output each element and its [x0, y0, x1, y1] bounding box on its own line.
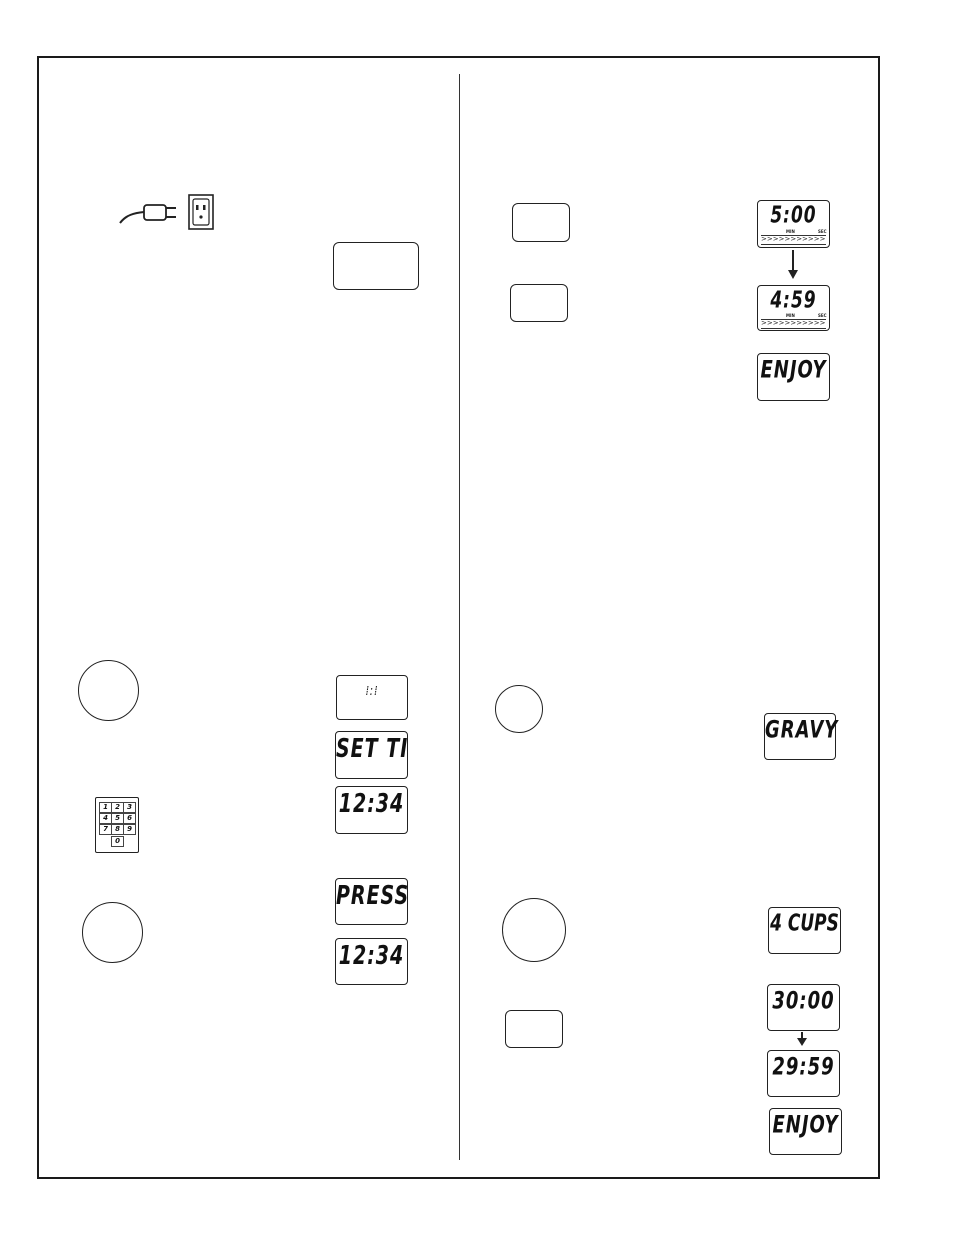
power-plug-icon: [118, 193, 218, 231]
auto-display-2: 4 CUPS: [768, 907, 841, 954]
keypad-key-7: 7: [99, 824, 112, 835]
auto-select-circle-button[interactable]: [502, 898, 566, 962]
progress-bar: >>>>>>>>>>>: [761, 235, 826, 243]
keypad-key-6: 6: [123, 813, 136, 824]
clock-display-1: ⁞:⁞: [336, 675, 408, 720]
clock-circle-button[interactable]: [78, 660, 139, 721]
timer-display-1: 5:00 MIN SEC >>>>>>>>>>>: [757, 200, 830, 248]
timer-display-2: 4:59 MIN SEC >>>>>>>>>>>: [757, 285, 830, 331]
clock-display-2: SET TI: [335, 731, 408, 779]
keypad-key-0: 0: [111, 836, 124, 847]
keypad-key-5: 5: [111, 813, 124, 824]
keypad-key-8: 8: [111, 824, 124, 835]
auto-display-5: ENJOY: [769, 1108, 842, 1155]
clock-display-4: PRESS: [335, 878, 408, 925]
auto-display-3: 30:00: [767, 984, 840, 1031]
keypad-key-1: 1: [99, 802, 112, 813]
timer-display-3: ENJOY: [757, 353, 830, 401]
auto-display-1: GRAVY: [764, 713, 836, 760]
start-button[interactable]: [510, 284, 568, 322]
clock-display-3: 12:34: [335, 786, 408, 834]
number-keypad-icon: [95, 797, 139, 853]
keypad-key-3: 3: [123, 802, 136, 813]
auto-start-button[interactable]: [505, 1010, 563, 1048]
keypad-key-4: 4: [99, 813, 112, 824]
clock-display-5: 12:34: [335, 938, 408, 985]
keypad-key-9: 9: [123, 824, 136, 835]
keypad-key-2: 2: [111, 802, 124, 813]
auto-display-4: 29:59: [767, 1050, 840, 1097]
auto-cook-circle-button[interactable]: [495, 685, 543, 733]
clock-button[interactable]: [333, 242, 419, 290]
time-cook-button[interactable]: [512, 203, 570, 242]
column-divider: [459, 74, 460, 1160]
clock-set-circle-button[interactable]: [82, 902, 143, 963]
progress-bar: >>>>>>>>>>>: [761, 319, 826, 327]
